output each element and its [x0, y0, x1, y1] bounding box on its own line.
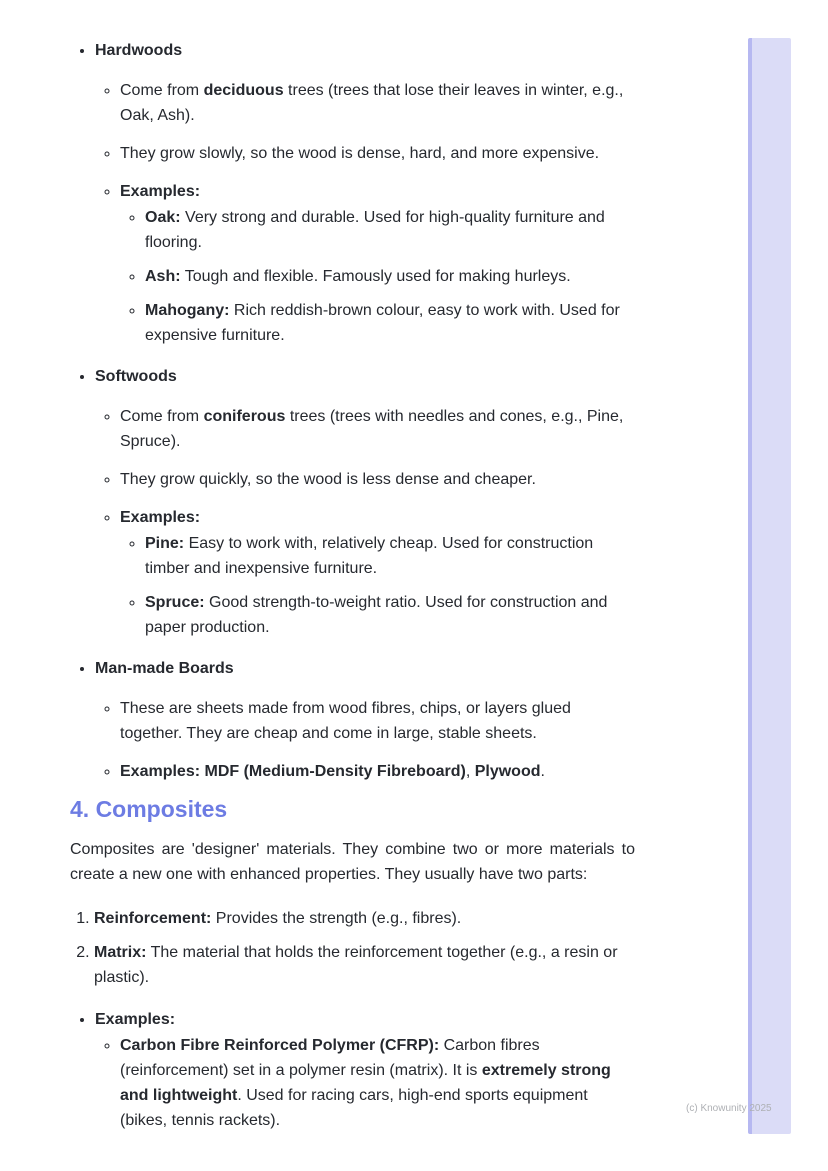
- materials-list: [70, 38, 635, 784]
- composites-parts-list: [70, 906, 635, 990]
- list-item: ◦ Come from coniferous trees (trees with needles and cones, e.g., Pine, Spruce).: [120, 404, 635, 454]
- list-item-cfrp: ◦ Carbon Fibre Reinforced Polymer (CFRP): Carbon fibres (reinforcement) set in a polymer resin (matrix). It is extremely strong and lightweight. Used for racing cars, high-end sports equipment (bikes, tennis rackets).: [120, 1033, 635, 1133]
- document-content: [70, 38, 635, 1133]
- heading-composites: 4. Composites: [70, 796, 228, 822]
- list-item-examples: [95, 1007, 635, 1133]
- list-item: ◦ Examples: MDF (Medium-Density Fibreboard), Plywood.: [120, 759, 635, 784]
- list-item: ◦ They grow slowly, so the wood is dense, hard, and more expensive.: [120, 141, 635, 166]
- composites-examples-list: [70, 1007, 635, 1133]
- list-item-examples: [120, 505, 635, 640]
- examples-label: Examples:: [95, 1011, 176, 1028]
- examples-label: Examples:: [120, 509, 201, 526]
- softwoods-sublist: [95, 404, 635, 640]
- list-item: ◦ Oak: Very strong and durable. Used for high-quality furniture and flooring.: [145, 205, 635, 255]
- right-side-strip: [748, 38, 791, 1134]
- section-title-softwoods: Softwoods: [95, 368, 177, 385]
- hardwoods-sublist: [95, 78, 635, 348]
- list-item: ◦ Mahogany: Rich reddish-brown colour, easy to work with. Used for expensive furniture.: [145, 298, 635, 348]
- list-item-hardwoods: [95, 38, 635, 348]
- list-item-examples: [120, 179, 635, 348]
- composites-intro-paragraph: Composites are 'designer' materials. They combine two or more materials to create a new one with enhanced properties. They usually have two parts:: [70, 841, 635, 883]
- list-item-matrix: 2. Matrix: The material that holds the reinforcement together (e.g., a resin or plastic).: [94, 940, 635, 990]
- list-item: ◦ Ash: Tough and flexible. Famously used for making hurleys.: [145, 264, 635, 289]
- composites-examples-sublist: [95, 1033, 635, 1133]
- examples-label: Examples:: [120, 183, 201, 200]
- list-item-man-made-boards: [95, 656, 635, 784]
- man-made-boards-sublist: [95, 696, 635, 784]
- list-item: ◦ Pine: Easy to work with, relatively cheap. Used for construction timber and inexpensive furniture.: [145, 531, 635, 581]
- list-item-softwoods: [95, 364, 635, 640]
- list-item: ◦ Spruce: Good strength-to-weight ratio. Used for construction and paper production.: [145, 590, 635, 640]
- hardwoods-examples-list: [120, 205, 635, 348]
- list-item: ◦ Come from deciduous trees (trees that lose their leaves in winter, e.g., Oak, Ash).: [120, 78, 635, 128]
- footer-copyright: (c) Knowunity 2025: [686, 1103, 772, 1114]
- softwoods-examples-list: [120, 531, 635, 640]
- section-title-hardwoods: Hardwoods: [95, 42, 183, 59]
- section-title-man-made-boards: Man-made Boards: [95, 660, 234, 677]
- list-item-reinforcement: 1. Reinforcement: Provides the strength (e.g., fibres).: [94, 906, 635, 931]
- list-item: ◦ These are sheets made from wood fibres, chips, or layers glued together. They are cheap and come in large, stable sheets.: [120, 696, 635, 746]
- list-item: ◦ They grow quickly, so the wood is less dense and cheaper.: [120, 467, 635, 492]
